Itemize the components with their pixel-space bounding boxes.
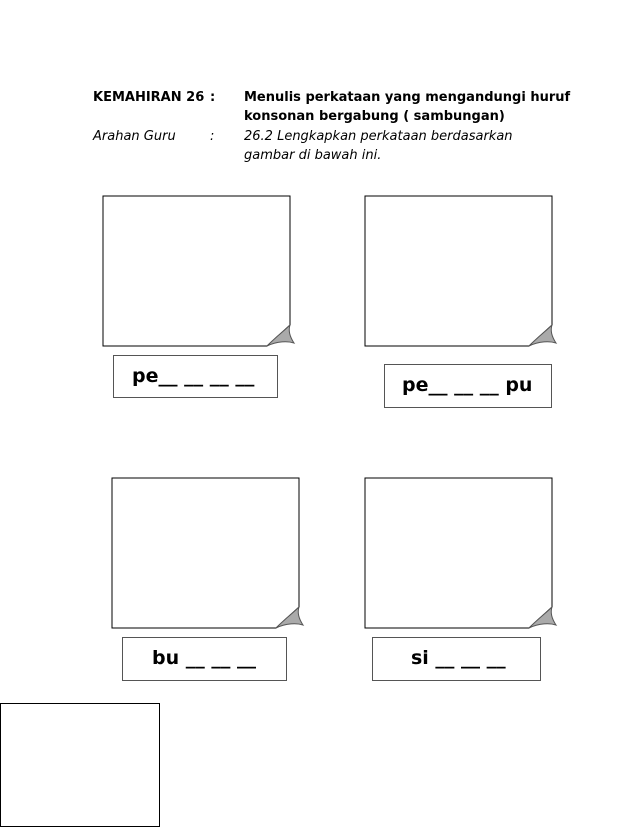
word-text: bu __ __ __ (152, 647, 256, 669)
word-text: si __ __ __ (411, 647, 506, 669)
picture-frame-3 (111, 477, 305, 633)
teacher-text-line-1: 26.2 Lengkapkan perkataan berdasarkan (244, 129, 513, 144)
word-text: pe__ __ __ __ (132, 365, 255, 387)
teacher-text-line-2: gambar di bawah ini. (244, 148, 382, 163)
picture-frame-2 (364, 195, 558, 351)
empty-corner-box (0, 703, 160, 827)
skill-text-line-2: konsonan bergabung ( sambungan) (244, 109, 505, 124)
skill-text-line-1: Menulis perkataan yang mengandungi huruf (244, 90, 571, 105)
word-box-3 (122, 637, 287, 681)
word-box-2 (384, 364, 552, 408)
teacher-label: Arahan Guru (93, 129, 176, 144)
word-text: pe__ __ __ pu (402, 374, 533, 396)
word-box-4 (372, 637, 541, 681)
skill-label: KEMAHIRAN 26 (93, 90, 205, 105)
skill-colon: : (210, 90, 216, 105)
picture-frame-1 (102, 195, 296, 351)
word-box-1 (113, 355, 278, 398)
teacher-colon: : (210, 129, 215, 144)
picture-frame-4 (364, 477, 558, 633)
